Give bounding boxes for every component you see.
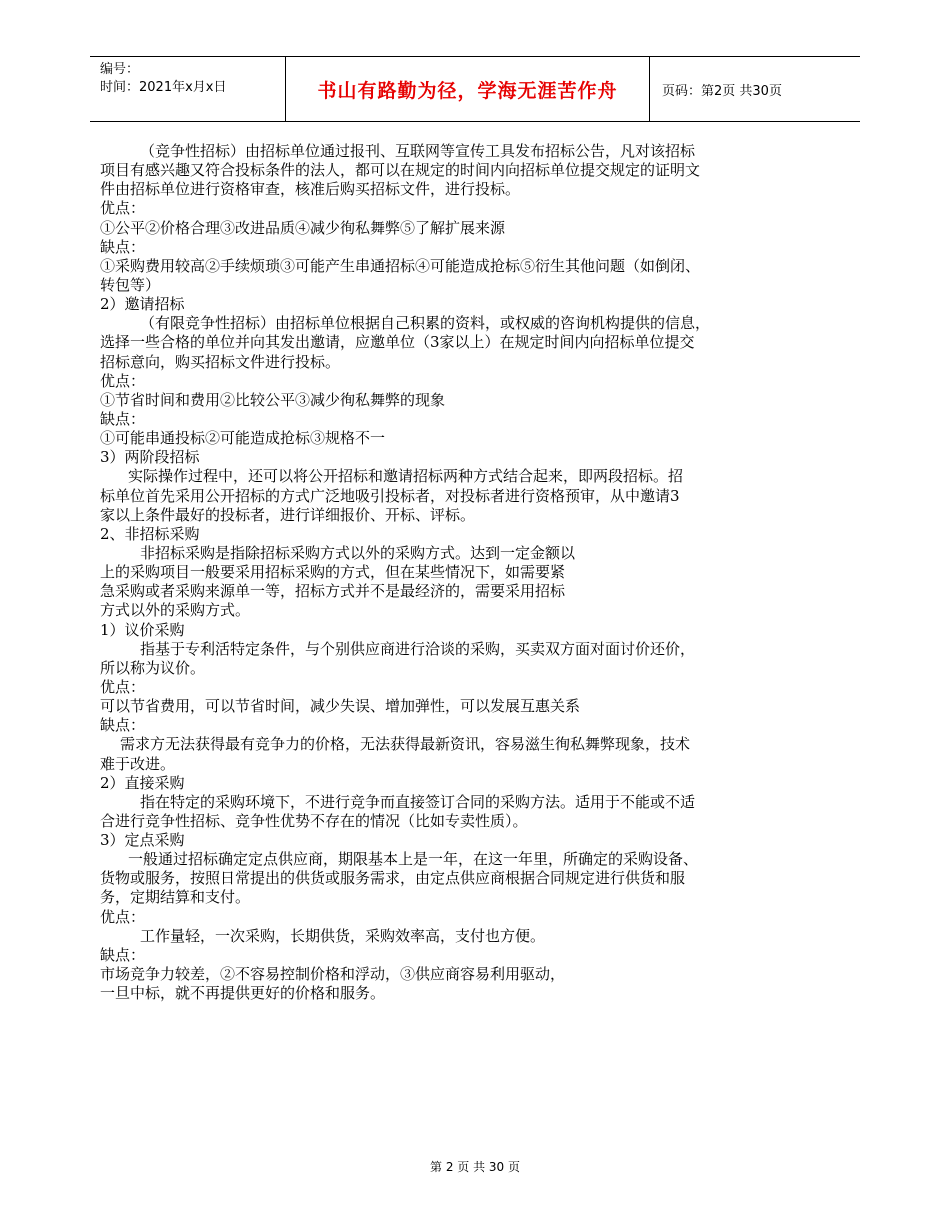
- time-label: 时间：2021年x月x日: [100, 80, 227, 95]
- text-line: 缺点：: [100, 945, 146, 964]
- text-line: 非招标采购是指除招标采购方式以外的采购方式。达到一定金额以: [140, 543, 576, 562]
- text-line: 务，定期结算和支付。: [100, 888, 251, 907]
- text-line: 指基于专利活特定条件，与个别供应商进行洽谈的采购，买卖双方面对面讨价还价，: [140, 639, 696, 658]
- text-line: 家以上条件最好的投标者，进行详细报价、开标、评标。: [100, 505, 476, 524]
- text-line: 选择一些合格的单位并向其发出邀请，应邀单位（3家以上）在规定时间内向招标单位提交: [100, 333, 695, 352]
- number-label: 编号：: [100, 62, 140, 77]
- text-line: 优点：: [100, 907, 146, 926]
- text-line: 一般通过招标确定定点供应商，期限基本上是一年，在这一年里，所确定的采购设备、: [128, 850, 699, 869]
- header-page-info: 页码：第2页 共30页: [662, 83, 782, 99]
- text-line: 缺点：: [100, 716, 146, 735]
- text-line: 2、非招标采购: [100, 524, 200, 543]
- text-line: 项目有感兴趣又符合投标条件的法人，都可以在规定的时间内向招标单位提交规定的证明文: [100, 161, 701, 180]
- text-line: ①节省时间和费用②比较公平③减少徇私舞弊的现象: [100, 390, 446, 409]
- text-line: 优点：: [100, 677, 146, 696]
- text-line: 优点：: [100, 199, 146, 218]
- text-line: 转包等）: [100, 275, 161, 294]
- text-line: 标单位首先采用公开招标的方式广泛地吸引投标者，对投标者进行资格预审，从中邀请3: [100, 486, 680, 505]
- text-line: 一旦中标，就不再提供更好的价格和服务。: [100, 984, 386, 1003]
- text-line: 方式以外的采购方式。: [100, 601, 251, 620]
- text-line: 需求方无法获得最有竞争力的价格，无法获得最新资讯，容易滋生徇私舞弊现象，技术: [120, 735, 691, 754]
- text-line: 招标意向，购买招标文件进行投标。: [100, 352, 341, 371]
- page-header: [90, 56, 860, 122]
- text-line: 实际操作过程中，还可以将公开招标和邀请招标两种方式结合起来，即两段招标。招: [128, 467, 684, 486]
- text-line: 急采购或者采购来源单一等，招标方式并不是最经济的，需要采用招标: [100, 582, 566, 601]
- text-line: 优点：: [100, 371, 146, 390]
- text-line: 工作量轻，一次采购，长期供货，采购效率高，支付也方便。: [140, 926, 546, 945]
- text-line: 1）议价采购: [100, 620, 185, 639]
- text-line: 2）邀请招标: [100, 295, 185, 314]
- text-line: （有限竞争性招标）由招标单位根据自己积累的资料，或权威的咨询机构提供的信息，: [140, 314, 711, 333]
- text-line: 可以节省费用，可以节省时间，减少失误、增加弹性，可以发展互惠关系: [100, 697, 581, 716]
- header-motto: 书山有路勤为径，学海无涯苦作舟: [285, 57, 650, 121]
- text-line: 合进行竞争性招标、竞争性优势不存在的情况（比如专卖性质）。: [100, 811, 528, 830]
- page-footer: 第 2 页 共 30 页: [430, 1160, 520, 1174]
- text-line: 市场竞争力较差，②不容易控制价格和浮动，③供应商容易利用驱动，: [100, 965, 566, 984]
- text-line: 缺点：: [100, 237, 146, 256]
- text-line: 缺点：: [100, 409, 146, 428]
- text-line: 指在特定的采购环境下，不进行竞争而直接签订合同的采购方法。适用于不能或不适: [140, 792, 696, 811]
- text-line: 货物或服务，按照日常提出的供货或服务需求，由定点供应商根据合同规定进行供货和服: [100, 869, 686, 888]
- text-line: ①公平②价格合理③改进品质④减少徇私舞弊⑤了解扩展来源: [100, 218, 506, 237]
- text-line: 2）直接采购: [100, 773, 185, 792]
- header-meta: [100, 61, 226, 97]
- text-line: 上的采购项目一般要采用招标采购的方式，但在某些情况下，如需要紧: [100, 563, 566, 582]
- text-line: 难于改进。: [100, 754, 176, 773]
- text-line: ①采购费用较高②手续烦琐③可能产生串通招标④可能造成抢标⑤衍生其他问题（如倒闭、: [100, 256, 701, 275]
- text-line: 件由招标单位进行资格审查，核准后购买招标文件，进行投标。: [100, 180, 521, 199]
- document-body: [100, 142, 845, 1003]
- text-line: 3）两阶段招标: [100, 448, 200, 467]
- text-line: 所以称为议价。: [100, 658, 206, 677]
- text-line: ①可能串通投标②可能造成抢标③规格不一: [100, 429, 386, 448]
- text-line: 3）定点采购: [100, 831, 185, 850]
- text-line: （竞争性招标）由招标单位通过报刊、互联网等宣传工具发布招标公告，凡对该招标: [140, 142, 696, 160]
